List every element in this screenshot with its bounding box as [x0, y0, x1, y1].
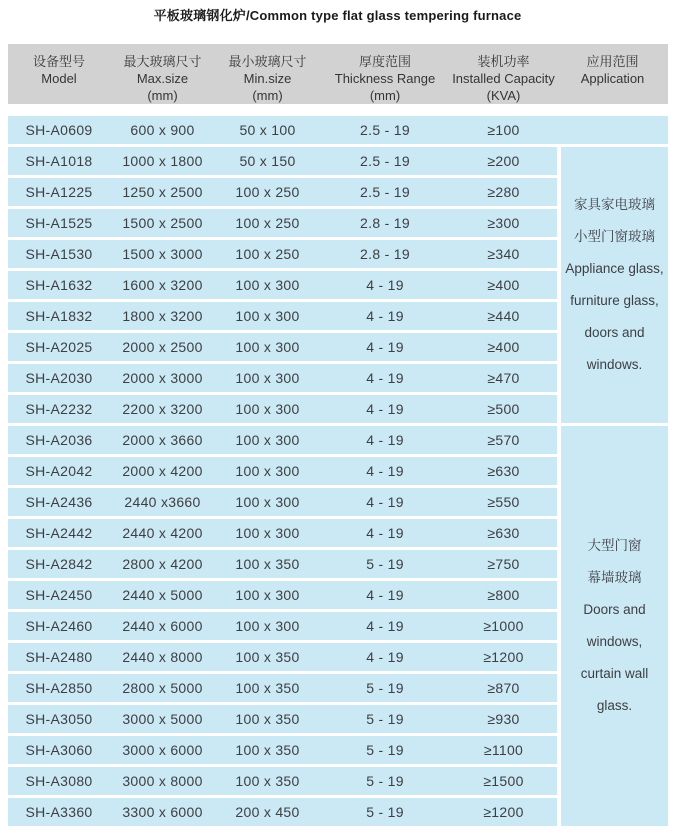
cell-model: SH-A1832: [25, 308, 93, 324]
cell-min: 100 x 350: [235, 742, 300, 758]
table-header: [8, 44, 668, 104]
cell-model: SH-A2850: [25, 680, 93, 696]
cell-min: 100 x 300: [235, 587, 300, 603]
cell-min: 100 x 350: [235, 773, 300, 789]
table-row: [8, 767, 557, 795]
cell-min: 100 x 300: [235, 463, 300, 479]
header-application-cn: 应用范围: [586, 54, 639, 69]
header-max-size-unit: (mm): [147, 88, 178, 103]
cell-thickness: 2.5 - 19: [360, 153, 410, 169]
cell-thickness: 4 - 19: [366, 649, 404, 665]
header-thickness-range-cn: 厚度范围: [358, 54, 411, 69]
cell-model: SH-A2480: [25, 649, 93, 665]
table-row: [8, 178, 557, 206]
cell-thickness: 5 - 19: [366, 773, 404, 789]
cell-capacity: ≥300: [487, 215, 520, 231]
table-row: [8, 147, 557, 175]
table-row: [8, 333, 557, 361]
table-row: [8, 705, 557, 733]
cell-thickness: 4 - 19: [366, 277, 404, 293]
application-line: windows.: [586, 357, 643, 372]
header-max-size-en: Max.size: [136, 71, 189, 86]
cell-min: 100 x 350: [235, 649, 300, 665]
header-application: [557, 53, 668, 104]
cell-min: 100 x 300: [235, 370, 300, 386]
table-row: [8, 209, 557, 237]
cell-model: SH-A3060: [25, 742, 93, 758]
cell-model: SH-A1530: [25, 246, 93, 262]
header-installed-capacity: [450, 53, 557, 104]
header-model-en: Model: [41, 71, 77, 86]
cell-model: SH-A3360: [25, 804, 93, 820]
cell-capacity: ≥1100: [483, 742, 524, 758]
cell-thickness: 2.8 - 19: [360, 215, 410, 231]
header-min-size-unit: (mm): [252, 88, 283, 103]
cell-min: 100 x 300: [235, 525, 300, 541]
cell-max: 2000 x 3000: [122, 370, 203, 386]
cell-thickness: 4 - 19: [366, 525, 404, 541]
cell-capacity: ≥1500: [483, 773, 524, 789]
cell-max: 600 x 900: [130, 122, 195, 138]
cell-thickness: 4 - 19: [366, 308, 404, 324]
cell-thickness: 4 - 19: [366, 401, 404, 417]
header-application-en: Application: [580, 71, 645, 86]
cell-min: 100 x 250: [235, 246, 300, 262]
cell-thickness: 4 - 19: [366, 339, 404, 355]
cell-thickness: 2.8 - 19: [360, 246, 410, 262]
cell-min: 100 x 300: [235, 339, 300, 355]
cell-capacity: ≥750: [487, 556, 520, 572]
cell-model: SH-A2436: [25, 494, 93, 510]
cell-max: 2440 x 6000: [122, 618, 203, 634]
table-row: [8, 302, 557, 330]
cell-model: SH-A2025: [25, 339, 93, 355]
cell-min: 100 x 300: [235, 308, 300, 324]
header-thickness-range: [320, 53, 450, 104]
cell-min: 50 x 100: [239, 122, 296, 138]
cell-capacity: ≥630: [487, 463, 520, 479]
cell-capacity: ≥930: [487, 711, 520, 727]
cell-min: 100 x 300: [235, 401, 300, 417]
header-min-size-en: Min.size: [243, 71, 292, 86]
cell-model: SH-A1018: [25, 153, 93, 169]
table-row: [8, 240, 557, 268]
table-row: [8, 798, 557, 826]
cell-min: 100 x 300: [235, 432, 300, 448]
table-row: [8, 457, 557, 485]
header-thickness-range-unit: (mm): [369, 88, 401, 103]
cell-thickness: 2.5 - 19: [360, 184, 410, 200]
cell-max: 1800 x 3200: [122, 308, 203, 324]
table-row: [8, 395, 557, 423]
cell-model: SH-A2450: [25, 587, 93, 603]
cell-model: SH-A2442: [25, 525, 93, 541]
cell-thickness: 4 - 19: [366, 618, 404, 634]
application-merged-cell: [561, 147, 668, 423]
application-line: furniture glass,: [570, 293, 659, 308]
cell-thickness: 4 - 19: [366, 587, 404, 603]
cell-thickness: 4 - 19: [366, 494, 404, 510]
cell-thickness: 5 - 19: [366, 680, 404, 696]
cell-min: 100 x 300: [235, 277, 300, 293]
cell-min: 100 x 300: [235, 618, 300, 634]
cell-capacity: ≥470: [487, 370, 520, 386]
application-line: Appliance glass,: [565, 261, 664, 276]
cell-max: 3000 x 8000: [122, 773, 203, 789]
cell-capacity: ≥630: [487, 525, 520, 541]
table-row: [8, 116, 668, 144]
cell-thickness: 5 - 19: [366, 711, 404, 727]
cell-max: 1500 x 3000: [122, 246, 203, 262]
application-line: 家具家电玻璃: [574, 197, 655, 212]
cell-min: 100 x 350: [235, 711, 300, 727]
cell-min: 100 x 250: [235, 215, 300, 231]
header-min-size: [215, 53, 320, 104]
cell-capacity: ≥550: [487, 494, 520, 510]
cell-model: SH-A3080: [25, 773, 93, 789]
table-row: [8, 271, 557, 299]
page-title: 平板玻璃钢化炉/Common type flat glass tempering furnace: [153, 8, 522, 23]
cell-max: 2440 x 4200: [122, 525, 203, 541]
cell-capacity: ≥870: [487, 680, 520, 696]
cell-min: 100 x 350: [235, 556, 300, 572]
cell-model: SH-A0609: [25, 122, 93, 138]
header-thickness-range-en: Thickness Range: [334, 71, 436, 86]
cell-model: SH-A2036: [25, 432, 93, 448]
cell-max: 3000 x 6000: [122, 742, 203, 758]
cell-max: 1600 x 3200: [122, 277, 203, 293]
cell-model: SH-A1525: [25, 215, 93, 231]
table-row: [8, 612, 557, 640]
cell-thickness: 5 - 19: [366, 556, 404, 572]
cell-model: SH-A2460: [25, 618, 93, 634]
cell-model: SH-A2042: [25, 463, 93, 479]
table-row: [8, 364, 557, 392]
cell-capacity: ≥440: [487, 308, 520, 324]
cell-thickness: 4 - 19: [366, 370, 404, 386]
cell-model: SH-A1225: [25, 184, 93, 200]
cell-max: 2000 x 2500: [122, 339, 203, 355]
application-line: 大型门窗: [587, 538, 642, 553]
cell-max: 2440 x 5000: [122, 587, 203, 603]
cell-min: 200 x 450: [235, 804, 300, 820]
application-line: curtain wall: [580, 666, 649, 681]
cell-max: 2200 x 3200: [122, 401, 203, 417]
cell-max: 2800 x 4200: [122, 556, 203, 572]
cell-max: 2000 x 3660: [122, 432, 203, 448]
table-row: [8, 488, 557, 516]
header-max-size-cn: 最大玻璃尺寸: [123, 54, 202, 69]
table-row: [8, 581, 557, 609]
application-line: windows,: [586, 634, 643, 649]
application-line: 小型门窗玻璃: [574, 229, 655, 244]
cell-min: 100 x 350: [235, 680, 300, 696]
cell-capacity: ≥280: [487, 184, 520, 200]
header-max-size: [110, 53, 215, 104]
table-body: [8, 116, 668, 826]
cell-max: 1000 x 1800: [122, 153, 203, 169]
cell-thickness: 5 - 19: [366, 742, 404, 758]
cell-thickness: 4 - 19: [366, 432, 404, 448]
cell-max: 2800 x 5000: [122, 680, 203, 696]
cell-min: 100 x 250: [235, 184, 300, 200]
cell-capacity: ≥1200: [483, 804, 524, 820]
cell-max: 1250 x 2500: [122, 184, 203, 200]
cell-capacity: ≥570: [487, 432, 520, 448]
header-model-cn: 设备型号: [32, 54, 85, 69]
table-row: [8, 736, 557, 764]
cell-capacity: ≥800: [487, 587, 520, 603]
cell-max: 2440 x 8000: [122, 649, 203, 665]
application-line: doors and: [584, 325, 645, 340]
cell-min: 100 x 300: [235, 494, 300, 510]
table-row: [8, 643, 557, 671]
cell-capacity: ≥500: [487, 401, 520, 417]
cell-capacity: ≥200: [487, 153, 520, 169]
header-model: [8, 53, 110, 104]
cell-model: SH-A2232: [25, 401, 93, 417]
application-line: Doors and: [583, 602, 646, 617]
cell-max: 1500 x 2500: [122, 215, 203, 231]
header-min-size-cn: 最小玻璃尺寸: [228, 54, 307, 69]
cell-model: SH-A1632: [25, 277, 93, 293]
cell-capacity: ≥340: [487, 246, 520, 262]
spec-table: [8, 44, 668, 829]
application-line: 幕墙玻璃: [587, 570, 642, 585]
cell-capacity: ≥1200: [483, 649, 524, 665]
cell-capacity: ≥400: [487, 277, 520, 293]
cell-capacity: ≥1000: [483, 618, 524, 634]
table-row: [8, 674, 557, 702]
cell-max: 2000 x 4200: [122, 463, 203, 479]
application-line: glass.: [596, 698, 633, 713]
table-row: [8, 519, 557, 547]
cell-model: SH-A3050: [25, 711, 93, 727]
header-installed-capacity-cn: 装机功率: [477, 54, 530, 69]
cell-thickness: 2.5 - 19: [360, 122, 410, 138]
cell-model: SH-A2030: [25, 370, 93, 386]
cell-capacity: ≥400: [487, 339, 520, 355]
cell-thickness: 5 - 19: [366, 804, 404, 820]
cell-model: SH-A2842: [25, 556, 93, 572]
header-installed-capacity-unit: (KVA): [486, 88, 521, 103]
table-row: [8, 426, 557, 454]
cell-max: 2440 x3660: [124, 494, 201, 510]
table-row: [8, 550, 557, 578]
header-installed-capacity-en: Installed Capacity: [452, 71, 555, 86]
cell-thickness: 4 - 19: [366, 463, 404, 479]
cell-max: 3000 x 5000: [122, 711, 203, 727]
cell-capacity: ≥100: [487, 122, 520, 138]
application-merged-cell: [561, 426, 668, 826]
cell-max: 3300 x 6000: [122, 804, 203, 820]
cell-min: 50 x 150: [239, 153, 296, 169]
